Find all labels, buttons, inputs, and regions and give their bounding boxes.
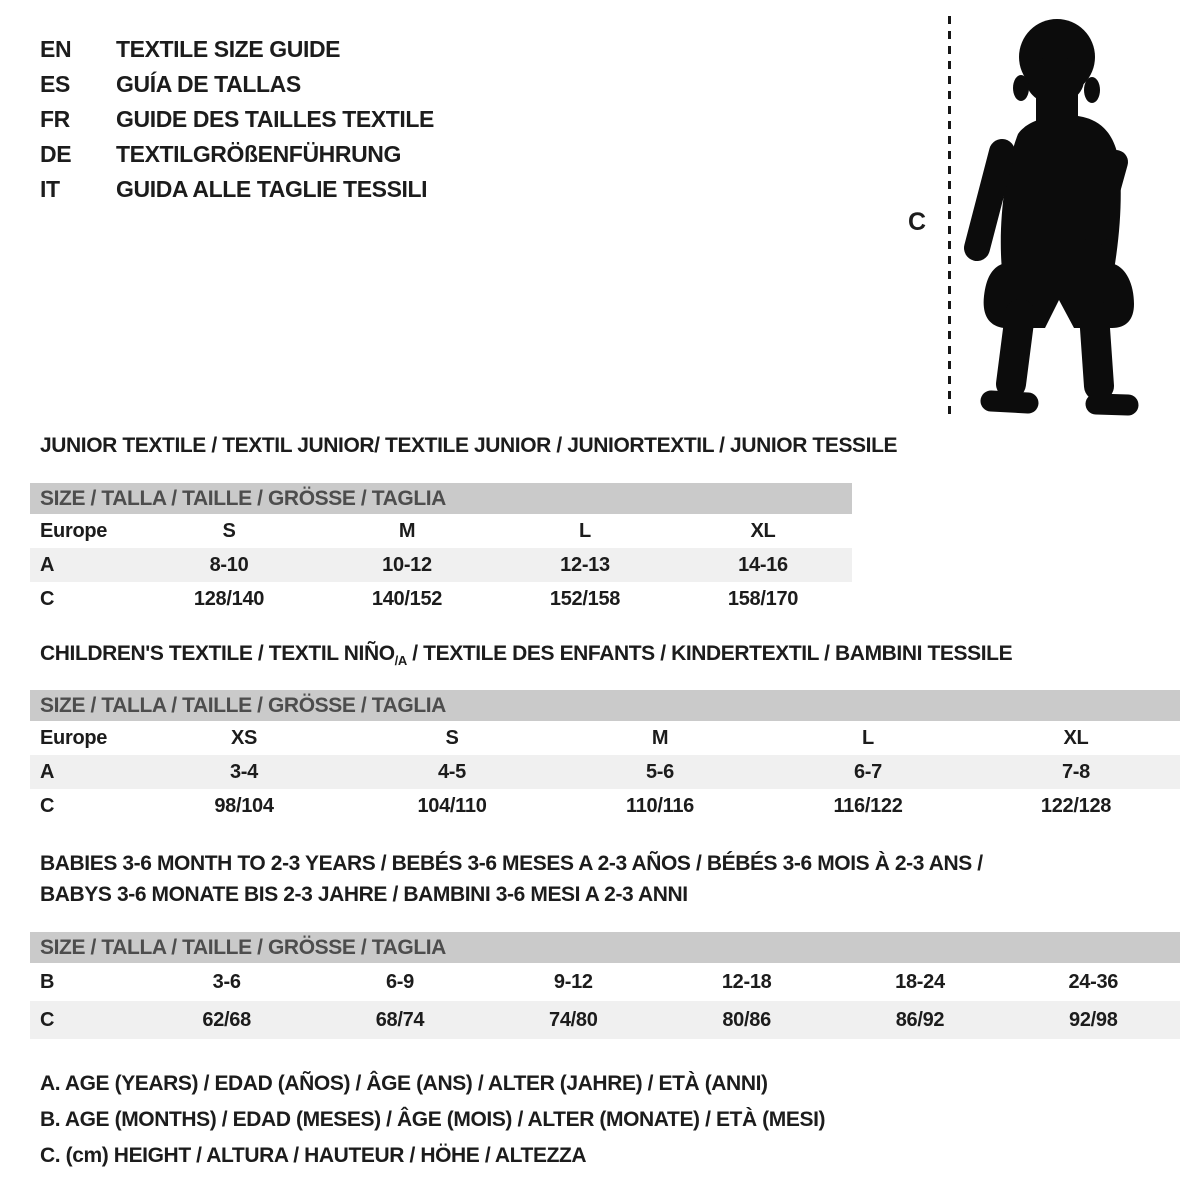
table-cell: S — [222, 519, 236, 542]
table-cell: L — [862, 726, 874, 749]
table-cell: 98/104 — [214, 794, 274, 817]
table-row-months — [30, 963, 1180, 1001]
language-title: TEXTILE SIZE GUIDE — [116, 36, 341, 62]
table-cell: 92/98 — [1069, 1008, 1118, 1031]
table-row-europe — [30, 721, 1180, 755]
language-row — [40, 67, 434, 102]
row-label: C — [40, 794, 55, 817]
table-cell: S — [445, 726, 459, 749]
row-label: A — [40, 553, 55, 576]
table-cell: 9-12 — [553, 970, 593, 993]
table-cell: 4-5 — [437, 760, 466, 783]
language-code: ES — [40, 71, 70, 97]
language-code: FR — [40, 106, 70, 132]
language-row — [40, 32, 434, 67]
row-label: Europe — [40, 519, 108, 542]
section-title-line: BABIES 3-6 MONTH TO 2-3 YEARS / BEBÉS 3-6 MESES A 2-3 AÑOS / BÉBÉS 3-6 MOIS À 2-3 ANS / — [40, 852, 983, 875]
language-row — [40, 102, 434, 137]
table-cell: 3-6 — [212, 970, 241, 993]
table-cell: 140/152 — [371, 587, 443, 610]
children-size-table — [30, 690, 1180, 823]
table-cell: M — [398, 519, 416, 542]
table-row-europe — [30, 514, 852, 548]
row-label: Europe — [40, 726, 108, 749]
table-cell: 5-6 — [645, 760, 674, 783]
table-cell: 152/158 — [549, 587, 621, 610]
legend-line-c: C. (cm) HEIGHT / ALTURA / HAUTEUR / HÖHE / ALTEZZA — [40, 1144, 587, 1167]
table-cell: 116/122 — [833, 794, 903, 817]
junior-size-table — [30, 483, 852, 616]
section-title-babies — [40, 848, 983, 910]
table-cell: 18-24 — [895, 970, 945, 993]
section-title-line: BABYS 3-6 MONATE BIS 2-3 JAHRE / BAMBINI 3-6 MESI A 2-3 ANNI — [40, 883, 688, 906]
table-cell: 7-8 — [1061, 760, 1090, 783]
table-cell: 6-9 — [385, 970, 414, 993]
language-row — [40, 172, 434, 207]
table-cell: XL — [1063, 726, 1089, 749]
table-cell: 62/68 — [202, 1008, 251, 1031]
table-cell: 110/116 — [626, 794, 694, 817]
row-label: B — [40, 970, 55, 993]
table-cell: XS — [230, 726, 258, 749]
table-cell: 10-12 — [382, 553, 432, 576]
section-title-part: CHILDREN'S TEXTILE / TEXTIL NIÑO — [40, 642, 395, 665]
language-code: EN — [40, 36, 72, 62]
size-header-bar: SIZE / TALLA / TAILLE / GRÖSSE / TAGLIA — [30, 932, 1180, 963]
language-title: TEXTILGRÖßENFÜHRUNG — [116, 141, 401, 167]
legend — [40, 1066, 825, 1174]
babies-size-table — [30, 932, 1180, 1039]
table-cell: 158/170 — [727, 587, 799, 610]
section-title-part: / TEXTILE DES ENFANTS / KINDERTEXTIL / BAMBINI TESSILE — [406, 642, 1013, 665]
language-title-list — [40, 32, 434, 207]
legend-line-a: A. AGE (YEARS) / EDAD (AÑOS) / ÂGE (ANS) / ALTER (JAHRE) / ETÀ (ANNI) — [40, 1072, 768, 1095]
table-cell: 24-36 — [1068, 970, 1119, 993]
row-label: C — [40, 587, 55, 610]
section-title-junior: JUNIOR TEXTILE / TEXTIL JUNIOR/ TEXTILE JUNIOR / JUNIORTEXTIL / JUNIOR TESSILE — [40, 434, 898, 457]
language-row — [40, 137, 434, 172]
table-row-age — [30, 548, 852, 582]
table-cell: XL — [750, 519, 776, 542]
table-row-age — [30, 755, 1180, 789]
size-header-bar: SIZE / TALLA / TAILLE / GRÖSSE / TAGLIA — [30, 690, 1180, 721]
table-cell: 8-10 — [209, 553, 249, 576]
section-title-subscript: /A — [394, 653, 407, 668]
table-row-height — [30, 582, 852, 616]
height-measure-dashed-line — [948, 16, 951, 418]
size-header-bar: SIZE / TALLA / TAILLE / GRÖSSE / TAGLIA — [30, 483, 852, 514]
table-cell: 14-16 — [738, 553, 788, 576]
table-cell: 3-4 — [229, 760, 258, 783]
row-label: C — [40, 1008, 55, 1031]
table-cell: 86/92 — [895, 1008, 945, 1031]
table-cell: 122/128 — [1040, 794, 1112, 817]
table-cell: M — [651, 726, 669, 749]
table-cell: 104/110 — [417, 794, 487, 817]
table-cell: 12-13 — [560, 553, 610, 576]
row-label: A — [40, 760, 55, 783]
legend-line-b: B. AGE (MONTHS) / EDAD (MESES) / ÂGE (MOIS) / ALTER (MONATE) / ETÀ (MESI) — [40, 1108, 826, 1131]
table-row-height — [30, 1001, 1180, 1039]
language-code: DE — [40, 141, 72, 167]
table-cell: 80/86 — [722, 1008, 771, 1031]
table-cell: L — [579, 519, 591, 542]
table-cell: 128/140 — [193, 587, 265, 610]
table-cell: 12-18 — [721, 970, 772, 993]
language-title: GUIDA ALLE TAGLIE TESSILI — [116, 176, 428, 202]
language-code: IT — [40, 176, 60, 202]
baby-silhouette-figure — [958, 12, 1140, 416]
table-row-height — [30, 789, 1180, 823]
section-title-children — [40, 642, 1012, 666]
table-cell: 74/80 — [549, 1008, 598, 1031]
height-label-c: C — [908, 208, 927, 236]
table-cell: 68/74 — [375, 1008, 425, 1031]
table-cell: 6-7 — [853, 760, 882, 783]
language-title: GUÍA DE TALLAS — [116, 71, 301, 97]
language-title: GUIDE DES TAILLES TEXTILE — [116, 106, 434, 132]
